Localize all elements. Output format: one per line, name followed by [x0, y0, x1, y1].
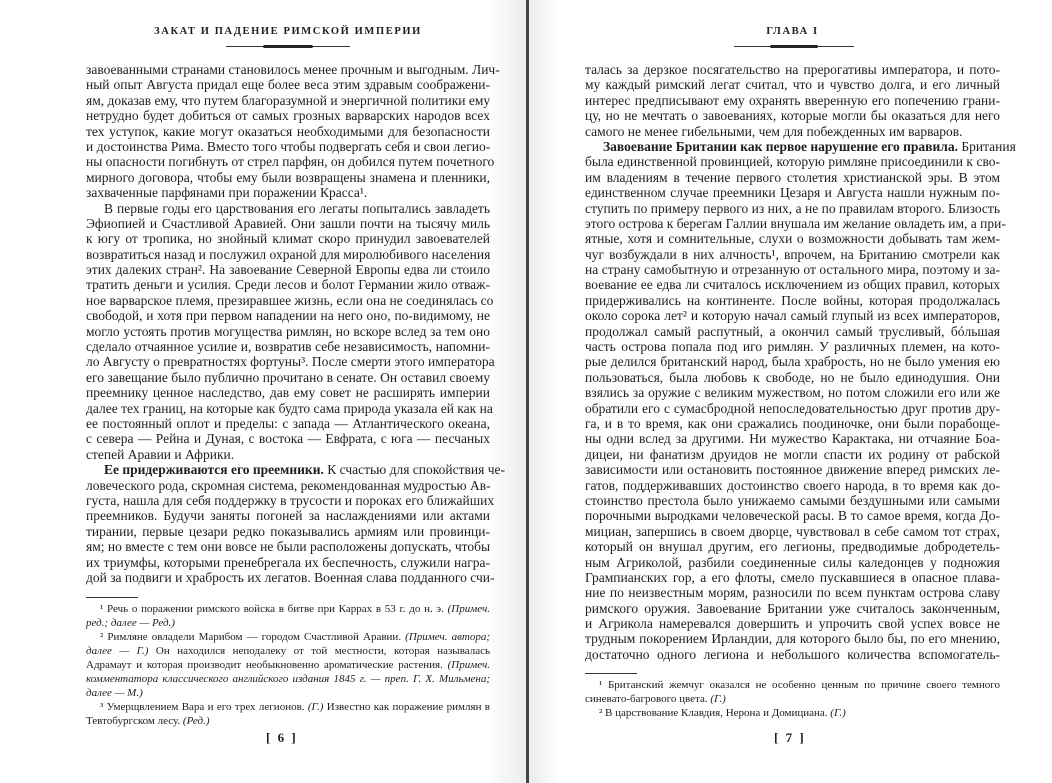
- line-text: ям; но вместе с тем они вовсе не были расположены допускать, чтобы: [86, 539, 491, 555]
- footnote-separator: [86, 597, 138, 598]
- line-text: захваченные парфянами при поражении Красса¹.: [86, 185, 368, 201]
- text-line: [585, 277, 1000, 292]
- line-text: преемнику ценное наследство, дав ему совет не расширять империи: [86, 385, 490, 401]
- line-text: преемников. Будучи заняты погоней за наслаждениями или актами: [86, 508, 490, 524]
- line-text: сделало отчаянное усилие и, возвратив себе независимость, напомни-: [86, 339, 490, 355]
- paragraph-heading: Ее придерживаются его преемники.: [104, 462, 324, 478]
- page-number: [ 6 ]: [266, 730, 298, 745]
- line-text: В первые годы его царствования его легаты попытались завладеть: [104, 200, 490, 216]
- line-text: цу, но не мечтать о завоеваниях, которые могли бы оказаться для него: [585, 108, 1000, 124]
- text-line: [86, 447, 490, 462]
- text-line: [585, 401, 1000, 416]
- line-text: и Агрикола намеревался довершить и упрочить свой успех вовсе не: [585, 616, 1000, 632]
- text-line: [585, 462, 1000, 477]
- line-text: густа, нашла для себя поддержку в трусости и пороках его ближайших: [86, 492, 495, 508]
- text-line: [585, 262, 1000, 277]
- text-line: [86, 400, 493, 416]
- footnote-citation: (Г.): [830, 707, 846, 719]
- line-text: га, и в то время, как они сражались поодиночке, они были порабоще-: [585, 415, 1000, 431]
- body-text: [86, 62, 505, 585]
- footnote-separator: [585, 673, 637, 674]
- line-text: ло Августу о превратностях фортуны³. После смерти этого императора: [86, 354, 495, 370]
- text-line: [86, 201, 490, 216]
- text-line: [585, 601, 1000, 616]
- text-line: [585, 585, 1000, 600]
- text-line: [585, 616, 1000, 631]
- footnote-text: Он находился неподалеку от той местности, которая называлась Адрамаут и которая производит необыкновенно ароматические растения.: [86, 645, 490, 671]
- line-text: обратили его с сумасбродной непоследовательностью друг против дру-: [585, 400, 1000, 416]
- line-text: ятные, хотя и сомнительные, слухи о возможности добывать там жем-: [585, 231, 1000, 247]
- text-line: [86, 385, 490, 400]
- line-text: рые делился британский народ, была храбрость, но не было умения ею: [585, 354, 1000, 370]
- line-text: ное варварское племя, презиравшее жизнь, если она не соединялась со: [86, 292, 494, 308]
- text-line: [86, 324, 490, 339]
- text-line: [585, 508, 1000, 523]
- text-line: [585, 647, 1000, 662]
- line-text: Грампианских гор, а его флоты, смело пускавшиеся в опасное плава-: [585, 569, 1000, 585]
- line-text: чуг возбуждали в них алчность¹, впрочем, на Британию смотрели как: [585, 246, 1000, 262]
- line-text: взялись за оружие с великим мужеством, но потом сложили его или же: [585, 385, 1000, 401]
- line-text: к югу от тропика, но знойный климат скоро принудил завоевателей: [86, 231, 490, 247]
- line-text: продолжал самый распутный, а окончил самый трусливый, бóльшая: [585, 323, 1000, 339]
- text-line: [86, 462, 505, 478]
- line-text: этих далеких стран². На завоевание Северной Европы едва ли стоило: [86, 262, 490, 278]
- text-line: [585, 108, 1000, 123]
- text-line: [585, 308, 1000, 323]
- line-text: талась за дерзкое посягательство на прерогативы императора, и пото-: [585, 62, 1000, 77]
- line-text: гатов, поддерживавших достоинство своего народа, в то время как до-: [585, 477, 1000, 493]
- text-line: [86, 370, 490, 385]
- text-line: [585, 370, 1000, 385]
- text-line: [86, 185, 490, 200]
- line-text: стоинство престола было унижаемо самыми бездушными или самыми: [585, 492, 1000, 508]
- text-line: [585, 555, 1000, 570]
- text-line: [585, 247, 1000, 262]
- text-line: [585, 201, 1000, 216]
- footnotes: [585, 678, 1000, 720]
- text-line: [86, 124, 490, 139]
- line-text: достаточно одного легиона и небольшого количества вспомогатель-: [585, 646, 1000, 662]
- body-text: [585, 62, 1016, 662]
- text-line: [86, 62, 500, 77]
- line-text: ны опасности погибнуть от стрел парфян, он добился путем почетного: [86, 154, 495, 170]
- footnote: [86, 700, 490, 728]
- text-line: [585, 62, 1000, 77]
- footnote: [585, 678, 1000, 706]
- footnote-text: Известно как поражение римлян в Тевтобургском лесу.: [86, 701, 491, 727]
- line-text: самого не менее гибельными, чем для побежденных им варваров.: [585, 123, 963, 139]
- text-line: [585, 138, 1016, 154]
- header-rule: [734, 46, 854, 47]
- text-line: [585, 215, 1006, 231]
- text-line: [585, 324, 1000, 339]
- line-text: с севера — Рейна и Дуная, с востока — Евфрата, с юга — песчаных: [86, 431, 490, 447]
- line-text: завоеванными странами становилось менее прочным и выгодным. Лич-: [86, 62, 500, 77]
- line-text: степей Аравии и Африки.: [86, 446, 235, 462]
- text-line: [86, 555, 490, 570]
- line-text: его завещание было публично прочитано в сенате. Он оставил своему: [86, 369, 490, 385]
- text-line: [585, 154, 1000, 169]
- line-text: единственном случае преемники Цезаря и Августа нашли нужным по-: [585, 185, 1000, 201]
- text-line: [585, 493, 1000, 508]
- text-line: [585, 77, 1000, 92]
- line-text: му каждый римский легат считал, что и чувство долга, и его личный: [585, 77, 1000, 93]
- line-text: К счастью для спокойствия че-: [323, 462, 505, 478]
- footnote-citation: (Примеч. автора; далее — Г.): [86, 631, 490, 657]
- line-text: свободой, и хотя при первом нападении на него оно, по-видимому, не: [86, 308, 490, 324]
- line-text: на страну самобытную и отрезанную от остального мира, поэтому и за-: [585, 262, 1000, 278]
- text-line: [86, 216, 490, 231]
- line-text: зависимости или остановить постоянное движение вперед римских ле-: [585, 462, 1000, 478]
- text-line: [585, 478, 1000, 493]
- footnote-text: ² Римляне овладели Марибом — городом Счастливой Аравии.: [100, 631, 406, 643]
- line-text: мициан, запершись в своем дворце, чувствовал в себе самом тот страх,: [585, 523, 1000, 539]
- line-text: придерживались на континенте. После войны, которая продолжалась: [585, 292, 1000, 308]
- line-text: ступить по примеру первого из них, а не по правилам второго. Близость: [585, 200, 1000, 216]
- text-line: [86, 277, 490, 292]
- line-text: тратить деньги и усилия. Среди лесов и болот Германии жило отваж-: [86, 277, 490, 293]
- header-rule: [226, 46, 350, 47]
- text-line: [86, 231, 490, 246]
- text-line: [86, 416, 490, 431]
- line-text: нетрудно будет добиться от самых грозных варварских народов всех: [86, 108, 490, 124]
- text-line: [86, 339, 490, 354]
- text-line: [86, 569, 495, 585]
- line-text: который он внушал другим, его легионы, предводимые добродетель-: [585, 539, 1000, 555]
- text-line: [86, 262, 490, 277]
- footnote-citation: (Примеч. комментатора классического английского издания 1845 г. — преп. Г. Х. Мильмена; далее — М.): [86, 659, 490, 699]
- text-line: [585, 293, 1000, 308]
- line-text: возвратиться назад и послужил охраной для миролюбивого населения: [86, 246, 491, 262]
- footnote-text: ² В царствование Клавдия, Нерона и Домициана.: [599, 707, 831, 719]
- line-text: ны одни вслед за другими. Ни мужество Карактака, ни отчаяние Боа-: [585, 431, 1000, 447]
- line-text: им владениям в течение первого столетия христианской эры. В этом: [585, 169, 1000, 185]
- line-text: римского оружия. Завоевание Британии уже считалось законченным,: [585, 600, 1000, 616]
- line-text: пользоваться, была любовь к свободе, но не было единодушия. Они: [585, 369, 1000, 385]
- text-line: [585, 447, 1000, 462]
- footnote: [86, 602, 490, 630]
- text-line: [585, 185, 1000, 200]
- line-text: ловеческого рода, скромная система, рекомендованная мудростью Ав-: [86, 477, 491, 493]
- footnote-text: ³ Умерщвлением Вара и его трех легионов.: [100, 701, 308, 713]
- line-text: воевание ее едва ли считалось исключением из общих правил, которых: [585, 277, 1000, 293]
- text-line: [585, 231, 1000, 246]
- text-line: [86, 247, 490, 262]
- running-head: ГЛАВА I: [766, 26, 819, 37]
- text-line: [585, 124, 1000, 139]
- footnote-citation: (Г.): [710, 693, 726, 705]
- text-line: [86, 539, 490, 554]
- line-text: мирного договора, чтобы ему были возвращены знамена и пленники,: [86, 169, 490, 185]
- line-text: около сорока лет² и которую начал самый глупый из всех императоров,: [585, 308, 1000, 324]
- text-line: [585, 431, 1000, 446]
- text-line: [86, 292, 494, 308]
- running-head: ЗАКАТ И ПАДЕНИЕ РИМСКОЙ ИМПЕРИИ: [154, 26, 422, 37]
- footnote-text: ¹ Речь о поражении римского войска в битве при Каррах в 53 г. до н. э.: [100, 603, 448, 615]
- line-text: ее постоянный оплот и пределы: с запада — Атлантического океана,: [86, 415, 490, 431]
- text-line: [585, 93, 1000, 108]
- text-line: [585, 170, 1000, 185]
- text-line: [86, 93, 490, 108]
- text-line: [585, 385, 1000, 400]
- footnote-citation: (Г.): [307, 701, 324, 713]
- text-line: [585, 524, 1000, 539]
- text-line: [86, 77, 490, 92]
- page-number: [ 7 ]: [774, 730, 806, 745]
- footnotes: [86, 602, 490, 728]
- text-line: [86, 492, 495, 508]
- text-line: [86, 170, 490, 185]
- footnote-citation: (Примеч. ред.; далее — Ред.): [86, 603, 490, 629]
- line-text: далее тех границ, на которые как будто сама природа указала ей как на: [86, 400, 493, 416]
- line-text: Британия: [957, 138, 1016, 154]
- line-text: дой за подвиги и храбрость их легатов. Военная слава подданного счи-: [86, 569, 495, 585]
- line-text: этого острова к берегам Галлии внушала им желание овладеть им, а при-: [585, 215, 1006, 231]
- text-line: [585, 354, 1000, 369]
- line-text: была единственной провинцией, которую римляне присоединили к сво-: [585, 154, 1000, 170]
- line-text: Эфиопией и Счастливой Аравией. Они зашли почти на тысячу миль: [86, 215, 490, 231]
- text-line: [86, 308, 490, 323]
- line-text: порочными выродками человеческой расы. В то самое время, когда До-: [585, 508, 1000, 524]
- line-text: могло устоять против могущества римлян, но вскоре вслед за тем оно: [86, 323, 490, 339]
- text-line: [86, 108, 490, 123]
- line-text: ный опыт Августа придал еще более веса этим здравым соображени-: [86, 77, 490, 93]
- text-line: [585, 416, 1000, 431]
- text-line: [585, 570, 1000, 585]
- text-line: [86, 431, 490, 446]
- right-page: [529, 0, 1052, 783]
- line-text: часть острова попала под иго римлян. У различных племен, на кото-: [585, 339, 1000, 355]
- text-line: [585, 339, 1000, 354]
- line-text: тирании, первые цезари редко показывались армиям или провинци-: [86, 523, 490, 539]
- footnote-text: ¹ Британский жемчуг оказался не особенно ценным по причине своего темного синевато-багрового цвета.: [585, 679, 1000, 705]
- text-line: [585, 539, 1000, 554]
- text-line: [86, 139, 490, 154]
- line-text: их триумфы, которыми пренебрегала их беспечность, служили награ-: [86, 554, 490, 570]
- footnote: [585, 706, 1000, 720]
- footnote: [86, 630, 490, 700]
- line-text: дицеи, ни фанатизм друидов не могли спасти их родину от рабской: [585, 446, 1000, 462]
- paragraph-heading: Завоевание Британии как первое нарушение его правила.: [603, 138, 958, 154]
- line-text: и достоинства Рима. Вместо того чтобы подвергать себя и свои легио-: [86, 138, 491, 154]
- line-text: трудным покорением Ирландии, для которого было бы, по его мнению,: [585, 631, 1000, 647]
- text-line: [585, 631, 1000, 646]
- text-line: [86, 524, 490, 539]
- line-text: ям, доказав ему, что путем благоразумной и энергичной политики ему: [86, 92, 491, 108]
- line-text: ным Агриколой, разбили соединенные силы каледонцев у подножия: [585, 554, 1000, 570]
- text-line: [86, 508, 490, 523]
- line-text: интерес предписывают ему охранять вверенную его попечению грани-: [585, 92, 1000, 108]
- text-line: [86, 354, 495, 370]
- text-line: [86, 478, 490, 493]
- line-text: ние по неизвестным морям, разносили по всем пунктам острова славу: [585, 585, 1000, 601]
- text-line: [86, 154, 495, 170]
- footnote-citation: (Ред.): [182, 715, 210, 727]
- line-text: тех уступок, какие могут оказаться необходимыми для безопасности: [86, 123, 490, 139]
